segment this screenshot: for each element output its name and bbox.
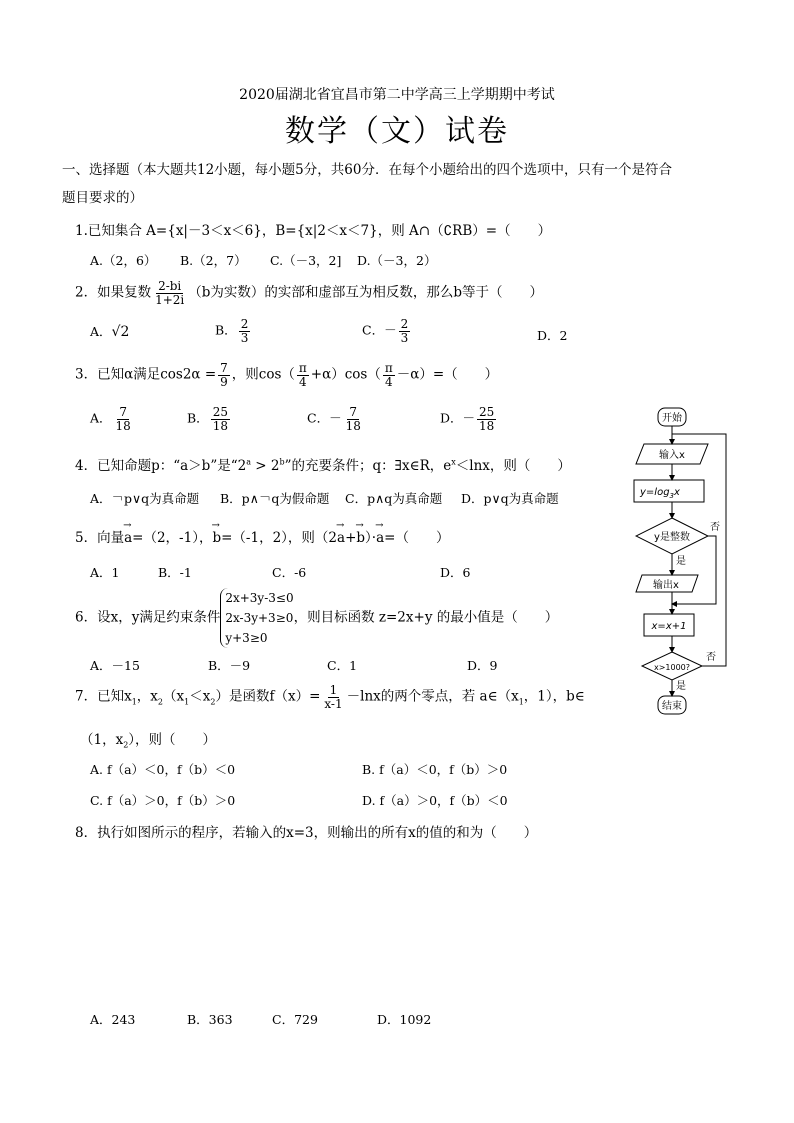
q8-stem: 8．执行如图所示的程序，若输入的x=3，则输出的所有x的值的和为（ ） (75, 825, 538, 841)
q7-m2: （x (163, 688, 185, 705)
q3-d-num: 25 (479, 405, 495, 419)
q7-option-d: D. f（a）＞0，f（b）＜0 (362, 793, 508, 808)
q2-numerator: 2-bi (158, 279, 182, 293)
q3-option-c (307, 406, 365, 432)
q3-mid: ，则cos（ (231, 366, 295, 383)
flowchart (620, 400, 740, 720)
q7-line2b: ），则（ ） (128, 732, 217, 748)
q6-pre: 6．设x，y满足约束条件 (75, 609, 221, 626)
q2-stem (75, 280, 543, 306)
q5-option-d: D．6 (440, 565, 471, 580)
flowchart-start-label: 开始 (662, 413, 682, 424)
q5-vector-b1: → b (212, 530, 221, 546)
q3-a-num: 7 (119, 405, 127, 419)
q2-fraction (153, 280, 186, 306)
q2-option-d: D．2 (537, 328, 568, 343)
flowchart-arrow-no2 (686, 434, 726, 666)
q7-m6: ，1），b∈ (523, 688, 585, 705)
flowchart-update-label: x=x+1 (651, 621, 687, 632)
q5-stem (75, 526, 449, 546)
q3-b-den: 18 (212, 418, 228, 433)
q7-den: x-1 (324, 696, 343, 711)
flowchart-no1-label: 否 (710, 522, 720, 533)
q4-sup-x: x (451, 457, 456, 467)
flowchart-yes2-label: 是 (676, 681, 686, 692)
q3-pi-2: π (384, 361, 393, 375)
q1-option-c: C.（－3，2] (270, 253, 342, 268)
q7-m3: ＜x (189, 688, 211, 705)
q3-option-a (90, 406, 135, 432)
section-heading-line1: 一、选择题（本大题共12小题，每小题5分，共60分．在每个小题给出的四个选项中，只有一个是符合 (62, 162, 672, 178)
q6-post: ，则目标函数 z=2x+y 的最小值是（ ） (293, 609, 559, 626)
q6-option-a: A．－15 (90, 658, 140, 673)
q4-post: ”的充要条件；q：∃x∈R，e (284, 458, 452, 474)
q5-vector-b2: → b (356, 530, 365, 546)
q2-b-num: 2 (240, 317, 249, 331)
q1-option-b: B.（2，7） (180, 253, 247, 268)
q4-two-a: 2 (237, 458, 247, 474)
q1-option-d: D.（－3，2） (357, 253, 437, 268)
q2-pre: 2．如果复数 (75, 284, 152, 301)
q7-num: 1 (329, 683, 338, 697)
q3-stem (75, 362, 498, 388)
q7-m5: －lnx的两个零点，若 a∈（x (346, 688, 519, 705)
q4-option-a: A．￢p∨q为真命题 (90, 491, 200, 506)
q4-stem (75, 454, 571, 474)
q8-option-a: A．243 (90, 1012, 136, 1027)
q6-constraint-3: y+3≥0 (225, 631, 268, 645)
q7-option-c: C. f（a）＞0，f（b）＞0 (90, 793, 236, 808)
q5-s5: =（ ） (384, 530, 450, 546)
exam-title: 数学（文）试卷 (285, 114, 509, 149)
exam-subtitle: 2020届湖北省宜昌市第二中学高三上学期期中考试 (239, 87, 555, 103)
q8-option-c: C．729 (272, 1012, 318, 1027)
q7-stem-line1 (75, 684, 585, 710)
q2-b-den: 3 (240, 330, 249, 345)
q5-s1: =（2，-1）， (132, 530, 213, 546)
q5-vector-a1: → a (124, 530, 132, 546)
q2-a-value: √2 (111, 324, 130, 340)
q7-m4: ）是函数f（x）= (215, 688, 321, 705)
q5-option-b: B．-1 (158, 565, 192, 580)
q3-four-2: 4 (384, 374, 393, 389)
q4-two-b: 2 (270, 458, 280, 474)
q2-c-label: C．－ (362, 322, 397, 338)
q6-option-d: D．9 (467, 658, 498, 673)
q3-plus: +α）cos（ (310, 366, 381, 383)
q3-den: 9 (220, 374, 228, 389)
q7-sub5: 1 (518, 697, 524, 707)
flowchart-decision1-label: y是整数 (654, 532, 690, 543)
q3-a-den: 18 (115, 418, 131, 433)
flowchart-end-label: 结束 (662, 701, 682, 712)
flowchart-output-label: 输出x (653, 580, 679, 591)
q2-c-num: 2 (400, 317, 409, 331)
q3-pi-1: π (298, 361, 307, 375)
q2-option-a (90, 322, 129, 340)
q4-sup-a: a (246, 457, 252, 467)
q6-constraint-system (220, 588, 293, 648)
flowchart-decision2-label: x>1000? (653, 663, 691, 672)
q5-option-c: C．-6 (272, 565, 307, 580)
q3-num: 7 (220, 361, 228, 375)
q5-option-a: A．1 (90, 565, 120, 580)
q6-constraint-2: 2x-3y+3≥0 (225, 611, 294, 625)
q3-d-den: 18 (479, 418, 495, 433)
q4-option-c: C．p∧q为真命题 (345, 491, 443, 506)
q2-option-b (215, 318, 252, 344)
q4-gt: > (251, 458, 271, 474)
q7-line2a: （1，x (80, 732, 124, 748)
q3-four-1: 4 (299, 374, 307, 389)
flowchart-arrow-no1 (672, 536, 716, 604)
q7-sub6: 2 (123, 740, 129, 750)
q4-pre: 4．已知命题p：“a＞b”是“ (75, 458, 238, 474)
q8-option-b: B．363 (187, 1012, 233, 1027)
q3-b-label: B． (187, 410, 209, 426)
q2-post: （b为实数）的实部和虚部互为相反数，那么b等于（ ） (188, 284, 544, 301)
q2-b-label: B． (215, 322, 237, 338)
q7-sub2: 2 (157, 697, 164, 707)
flowchart-yes1-label: 是 (676, 556, 686, 567)
q5-s2: =（-1，2），则（2 (221, 530, 338, 546)
flowchart-no2-label: 否 (706, 652, 716, 663)
q5-s4: ）· (365, 530, 377, 546)
q6-option-b: B．－9 (208, 658, 251, 673)
q7-pre: 7．已知x (75, 688, 132, 705)
q3-a-label: A． (90, 410, 112, 426)
q1-option-a: A.（2，6） (90, 253, 157, 268)
q2-a-label: A． (90, 324, 112, 339)
q3-option-b (187, 406, 232, 432)
q3-b-num: 25 (212, 405, 228, 419)
q5-pre: 5．向量 (75, 530, 125, 546)
q8-option-d: D．1092 (377, 1012, 432, 1027)
q6-option-c: C．1 (327, 658, 358, 673)
q6-constraint-1: 2x+3y-3≤0 (225, 591, 294, 605)
q3-pre: 3．已知α满足cos2α = (75, 366, 217, 383)
q2-option-c (362, 318, 412, 344)
flowchart-assign-label: $y=\log_3x$ (640, 487, 680, 500)
q5-vector-a2: → a (337, 530, 345, 546)
q4-option-d: D．p∨q为真命题 (461, 491, 559, 506)
q7-m1: ，x (136, 688, 158, 705)
q3-option-d (440, 406, 498, 432)
q7-sub1: 1 (131, 697, 137, 707)
q3-d-label: D．－ (440, 410, 476, 426)
q7-option-a: A. f（a）＜0，f（b）＜0 (90, 762, 236, 777)
q7-stem-line2 (80, 728, 216, 750)
q3-c-den: 18 (345, 418, 361, 433)
flowchart-input-label: 输入x (659, 450, 685, 461)
q3-c-num: 7 (349, 405, 358, 419)
q2-c-den: 3 (400, 330, 409, 345)
q7-sub4: 2 (210, 697, 216, 707)
q1-stem: 1.已知集合 A={x|－3＜x＜6}，B={x|2＜x＜7}，则 A∩（∁RB）=（ ） (75, 223, 552, 239)
q3-c-label: C．－ (307, 410, 342, 426)
q5-vector-a3: → a (376, 530, 384, 546)
q7-option-b: B. f（a）＜0，f（b）＞0 (362, 762, 508, 777)
q2-denominator: 1+2i (155, 292, 185, 307)
q4-sup-b: b (279, 457, 285, 467)
q4-option-b: B．p∧￢q为假命题 (220, 491, 330, 506)
section-heading-line2: 题目要求的） (62, 190, 143, 206)
q3-end: －α）=（ ） (396, 366, 499, 383)
q4-end: ＜lnx，则（ ） (455, 458, 571, 474)
q5-s3: + (345, 530, 357, 546)
q7-sub3: 1 (184, 697, 190, 707)
q6-stem (75, 588, 558, 648)
